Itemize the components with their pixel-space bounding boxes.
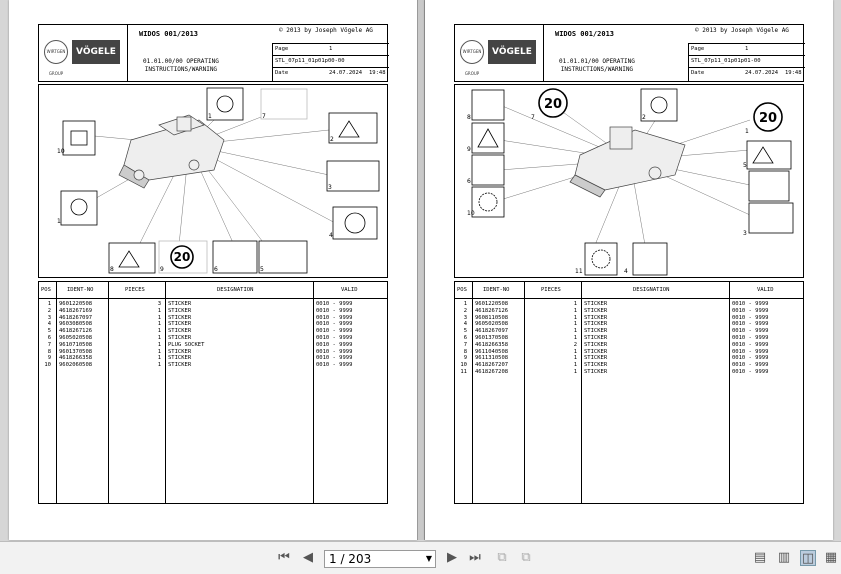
cell-valid: 0010 - 9999	[316, 341, 353, 348]
cell-valid: 0010 - 9999	[316, 301, 353, 307]
callout-label: 2	[330, 136, 334, 143]
th-pieces: PIECES	[541, 287, 561, 293]
cell-ident: 4618266358	[475, 341, 509, 348]
continuous-icon[interactable]: ▥	[777, 550, 791, 565]
callout-label: 8	[110, 266, 114, 273]
cell-designation: STICKER	[168, 321, 192, 328]
prev-page-icon[interactable]: ◀	[303, 550, 313, 565]
cell-pos: 3	[463, 314, 467, 321]
cell-ident: 9603080508	[59, 321, 93, 328]
page-header	[38, 24, 388, 82]
logo-area	[39, 25, 128, 81]
cell-pos: 9	[463, 355, 467, 362]
cell-designation: PLUG SOCKET	[168, 341, 205, 348]
cell-pieces: 1	[157, 355, 161, 362]
cell-ident: 9601370508	[59, 348, 93, 355]
table-row	[455, 369, 803, 376]
logo-area	[455, 25, 544, 81]
cell-ident: 4618267169	[59, 307, 93, 314]
doc-subtitle	[559, 58, 635, 74]
cell-pos: 6	[47, 335, 51, 341]
info-block	[688, 43, 805, 81]
callout-label: 8	[467, 114, 471, 121]
cell-pieces: 1	[573, 355, 577, 362]
cell-ident: 9605020508	[59, 335, 93, 341]
wirtgen-logo: WIRTGEN GROUP	[44, 40, 68, 64]
date-label: Date	[275, 70, 289, 76]
time-value: 19:48	[369, 70, 386, 76]
cell-pos: 10	[44, 362, 51, 369]
parts-table	[38, 281, 388, 504]
cell-ident: 4618267126	[475, 307, 509, 314]
cell-valid: 0010 - 9999	[732, 321, 769, 328]
cell-pieces: 1	[157, 362, 161, 369]
voegele-logo: VÖGELE	[72, 40, 120, 64]
cell-designation: STICKER	[584, 369, 608, 375]
cell-pos: 5	[463, 328, 467, 335]
callout-label: 7	[262, 113, 266, 120]
table-row	[39, 362, 387, 369]
page-selector[interactable]	[324, 550, 436, 568]
cell-designation: STICKER	[584, 307, 608, 314]
cell-pieces: 1	[573, 321, 577, 328]
callout-label: 4	[329, 232, 333, 239]
doc-subtitle	[143, 58, 219, 74]
cell-ident: 9608110508	[475, 314, 509, 321]
page-value: 1	[745, 46, 749, 52]
callout-label: 10	[57, 148, 65, 155]
cell-valid: 0010 - 9999	[316, 355, 353, 362]
cell-valid: 0010 - 9999	[732, 369, 769, 375]
cell-valid: 0010 - 9999	[732, 335, 769, 341]
viewer-toolbar	[0, 541, 841, 574]
single-page-icon[interactable]: ▤	[753, 550, 767, 565]
exploded-drawing	[454, 84, 804, 278]
drawing-svg	[39, 85, 388, 278]
cell-pieces: 1	[157, 348, 161, 355]
cell-ident: 9601220508	[59, 301, 93, 307]
cell-designation: STICKER	[584, 335, 608, 341]
speed-sign-text: 20	[173, 250, 191, 264]
document-page-left	[9, 0, 417, 540]
cell-ident: 4618266358	[59, 355, 93, 362]
date-label: Date	[691, 70, 705, 76]
cell-valid: 0010 - 9999	[316, 362, 353, 369]
cell-ident: 9610710508	[59, 341, 93, 348]
callout-label: 7	[531, 114, 535, 121]
cell-pos: 7	[47, 341, 51, 348]
cell-pieces: 2	[573, 341, 577, 348]
cell-valid: 0010 - 9999	[316, 348, 353, 355]
cell-ident: 4618267208	[475, 369, 509, 375]
date-value: 24.07.2024	[329, 70, 363, 76]
th-designation: DESIGNATION	[217, 287, 254, 293]
drawing-svg	[455, 85, 804, 278]
page-indicator: 1 / 203	[329, 552, 372, 566]
cell-valid: 0010 - 9999	[316, 314, 353, 321]
callout-label: 1	[208, 113, 212, 120]
cell-pos: 8	[47, 348, 51, 355]
cell-valid: 0010 - 9999	[732, 355, 769, 362]
cell-pos: 4	[463, 321, 467, 328]
callout-label: 11	[575, 268, 583, 275]
cell-ident: 9611310508	[475, 355, 509, 362]
cell-ident: 4618267097	[59, 314, 93, 321]
doc-id: STL_07p11_01p01p01-00	[691, 58, 761, 64]
cell-pieces: 1	[157, 321, 161, 328]
callout-label: 3	[743, 230, 747, 237]
cell-designation: STICKER	[584, 321, 608, 328]
cell-designation: STICKER	[584, 355, 608, 362]
subtitle-line-1: 01.01.01/00 OPERATING	[559, 58, 635, 65]
cell-pos: 9	[47, 355, 51, 362]
cell-valid: 0010 - 9999	[732, 348, 769, 355]
cell-valid: 0010 - 9999	[316, 307, 353, 314]
doc-id-row	[689, 55, 805, 67]
cell-ident: 9601220508	[475, 301, 509, 307]
cell-pieces: 3	[157, 301, 161, 307]
copyright: © 2013 by Joseph Vögele AG	[695, 27, 789, 34]
cell-pos: 5	[47, 328, 51, 335]
cell-pieces: 1	[573, 328, 577, 335]
callout-label: 6	[214, 266, 218, 273]
page-label: Page	[691, 46, 705, 52]
last-page-icon[interactable]: ⏭	[469, 550, 481, 565]
date-value: 24.07.2024	[745, 70, 779, 76]
th-ident: IDENT-NO	[483, 287, 510, 293]
page-row	[273, 43, 389, 55]
cell-pieces: 1	[157, 341, 161, 348]
callout-label: 1	[745, 128, 749, 135]
th-valid: VALID	[757, 287, 774, 293]
speed-sign-text: 20	[543, 97, 563, 112]
cell-designation: STICKER	[168, 355, 192, 362]
cell-designation: STICKER	[168, 314, 192, 321]
cell-valid: 0010 - 9999	[316, 335, 353, 341]
cell-pieces: 1	[573, 362, 577, 369]
doc-id: STL_07p11_01p01p00-00	[275, 58, 345, 64]
rotate-icon[interactable]: ⧉	[497, 550, 507, 565]
callout-label: 2	[642, 114, 646, 121]
header-rule	[455, 298, 803, 299]
cell-valid: 0010 - 9999	[732, 314, 769, 321]
cell-pos: 3	[47, 314, 51, 321]
callout-label: 1	[57, 218, 61, 225]
subtitle-line-2: INSTRUCTIONS/WARNING	[560, 66, 634, 73]
chevron-down-icon: ▼	[425, 554, 432, 563]
cell-pos: 4	[47, 321, 51, 328]
doc-id-row	[273, 55, 389, 67]
callout-label: 4	[624, 268, 628, 275]
cell-pieces: 1	[573, 307, 577, 314]
cell-pieces: 1	[573, 301, 577, 307]
info-block	[272, 43, 389, 81]
cell-ident: 4618267097	[475, 328, 509, 335]
speed-sign-text: 20	[758, 111, 778, 126]
callout-label: 9	[160, 266, 164, 273]
th-pos: POS	[457, 287, 467, 293]
cell-designation: STICKER	[584, 314, 608, 321]
cell-ident: 9602060508	[59, 362, 93, 369]
cell-ident: 9605020508	[475, 321, 509, 328]
cell-ident: 4618267126	[59, 328, 93, 335]
two-page-icon[interactable]: ◫	[801, 551, 815, 566]
page-gap	[417, 0, 425, 540]
callout-label: 3	[328, 184, 332, 191]
th-ident: IDENT-NO	[67, 287, 94, 293]
cell-pieces: 1	[573, 348, 577, 355]
cell-pieces: 1	[157, 335, 161, 341]
callout-label: 5	[260, 266, 264, 273]
cell-ident: 9601370508	[475, 335, 509, 341]
cell-pos: 1	[463, 301, 467, 307]
cell-designation: STICKER	[168, 307, 192, 314]
page-row	[689, 43, 805, 55]
cell-pos: 2	[47, 307, 51, 314]
th-valid: VALID	[341, 287, 358, 293]
cell-designation: STICKER	[584, 348, 608, 355]
callout-label: 6	[467, 178, 471, 185]
callout-label: 5	[743, 162, 747, 169]
cell-valid: 0010 - 9999	[316, 321, 353, 328]
cell-pieces: 1	[573, 335, 577, 341]
cell-designation: STICKER	[584, 301, 608, 307]
exploded-drawing	[38, 84, 388, 278]
cell-designation: STICKER	[168, 328, 192, 335]
subtitle-line-2: INSTRUCTIONS/WARNING	[144, 66, 218, 73]
subtitle-line-1: 01.01.00/00 OPERATING	[143, 58, 219, 65]
doc-title: WIDOS 001/2013	[555, 30, 615, 38]
next-page-icon[interactable]: ▶	[447, 550, 457, 565]
date-row	[689, 67, 805, 79]
voegele-logo: VÖGELE	[488, 40, 536, 64]
page-header	[454, 24, 804, 82]
page-value: 1	[329, 46, 333, 52]
first-page-icon[interactable]: ⏮	[278, 550, 290, 565]
cell-pieces: 1	[573, 314, 577, 321]
cell-pos: 1	[47, 301, 51, 307]
cell-designation: STICKER	[584, 328, 608, 335]
cell-pos: 2	[463, 307, 467, 314]
header-rule	[39, 298, 387, 299]
cell-pos: 6	[463, 335, 467, 341]
cell-pieces: 1	[157, 314, 161, 321]
cell-designation: STICKER	[168, 301, 192, 307]
page-label: Page	[275, 46, 289, 52]
cell-designation: STICKER	[168, 348, 192, 355]
callout-label: 10	[467, 210, 475, 217]
cell-pieces: 1	[157, 307, 161, 314]
parts-table	[454, 281, 804, 504]
cell-ident: 4618267207	[475, 362, 509, 369]
copyright: © 2013 by Joseph Vögele AG	[279, 27, 373, 34]
cell-pos: 10	[460, 362, 467, 369]
cell-valid: 0010 - 9999	[316, 328, 353, 335]
cell-valid: 0010 - 9999	[732, 341, 769, 348]
th-pieces: PIECES	[125, 287, 145, 293]
th-pos: POS	[41, 287, 51, 293]
cell-ident: 9611040508	[475, 348, 509, 355]
cell-designation: STICKER	[168, 335, 192, 341]
cell-valid: 0010 - 9999	[732, 328, 769, 335]
cell-pos: 7	[463, 341, 467, 348]
time-value: 19:48	[785, 70, 802, 76]
document-page-right	[425, 0, 833, 540]
cell-valid: 0010 - 9999	[732, 307, 769, 314]
cell-valid: 0010 - 9999	[732, 362, 769, 369]
callout-label: 9	[467, 146, 471, 153]
cell-pos: 8	[463, 348, 467, 355]
cell-pieces: 1	[157, 328, 161, 335]
doc-title: WIDOS 001/2013	[139, 30, 199, 38]
cell-pieces: 1	[573, 369, 577, 375]
cell-valid: 0010 - 9999	[732, 301, 769, 307]
cell-designation: STICKER	[584, 341, 608, 348]
date-row	[273, 67, 389, 79]
cell-designation: STICKER	[168, 362, 192, 369]
wirtgen-logo: WIRTGEN GROUP	[460, 40, 484, 64]
th-designation: DESIGNATION	[633, 287, 670, 293]
two-page-continuous-icon[interactable]: ▦	[824, 550, 838, 565]
fit-icon[interactable]: ⧉	[521, 550, 531, 565]
cell-designation: STICKER	[584, 362, 608, 369]
cell-pos: 11	[460, 369, 467, 375]
